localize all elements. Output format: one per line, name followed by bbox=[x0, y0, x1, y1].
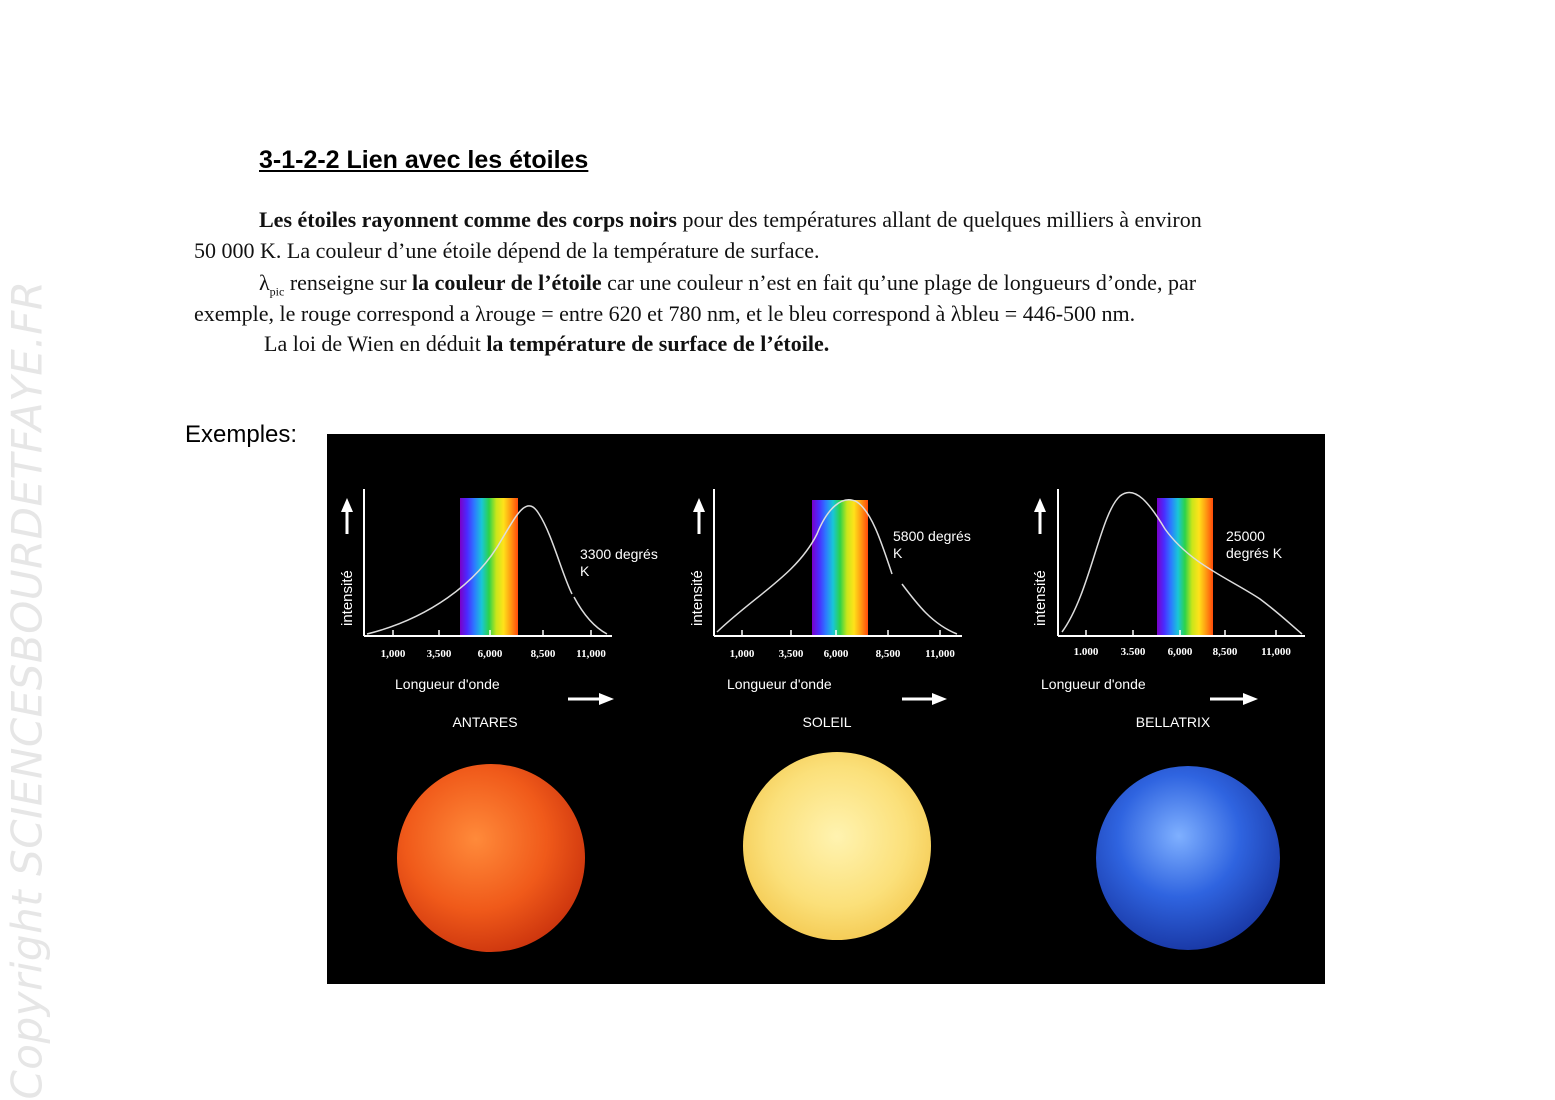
paragraph-3-bold: la température de surface de l’étoile. bbox=[486, 331, 830, 356]
tick-label: 11,000 bbox=[925, 648, 955, 660]
star-name-antares: ANTARES bbox=[452, 714, 518, 730]
planck-curve bbox=[1062, 492, 1302, 634]
paragraph-1-rest: pour des températures allant de quelques milliers à environ bbox=[676, 207, 1202, 232]
tick-label: 11,000 bbox=[1261, 646, 1291, 658]
lambda-symbol: λ bbox=[259, 270, 270, 295]
x-arrow-head bbox=[932, 693, 947, 705]
x-arrow-head bbox=[599, 693, 614, 705]
tick-label: 6,000 bbox=[823, 648, 849, 660]
y-axis-label: intensité bbox=[1032, 570, 1049, 626]
x-axis-label: Longueur d'onde bbox=[395, 676, 500, 692]
paragraph-2-part-2: car une couleur n’est en fait qu’une plage de longueurs d’onde, par bbox=[601, 270, 1197, 295]
paragraph-2-line-1 bbox=[259, 270, 1196, 299]
tick-label: 8,500 bbox=[1212, 646, 1238, 658]
tick-label: 6,000 bbox=[477, 648, 503, 660]
paragraph-1-line-1 bbox=[259, 207, 1202, 233]
lambda-subscript: pic bbox=[269, 284, 285, 299]
section-heading: 3-1-2-2 Lien avec les étoiles bbox=[259, 146, 589, 174]
planck-curve-tail bbox=[902, 584, 957, 634]
soleil-star-image bbox=[743, 752, 931, 940]
x-axis-label: Longueur d'onde bbox=[727, 676, 832, 692]
panel-soleil bbox=[677, 434, 1017, 984]
planck-curve bbox=[717, 500, 892, 632]
tick-label: 3,500 bbox=[426, 648, 452, 660]
paragraph-2-line-2: exemple, le rouge correspond a λrouge = entre 620 et 780 nm, et le bleu correspond à λbleu = 446-500 nm. bbox=[194, 301, 1136, 326]
watermark-text: Copyright SCIENCESBOURDETFAYE.FR bbox=[2, 280, 52, 1100]
tick-label: 8,500 bbox=[530, 648, 556, 660]
y-axis-label: intensité bbox=[339, 570, 356, 626]
tick-label: 8,500 bbox=[875, 648, 901, 660]
tick-label: 1.000 bbox=[1073, 646, 1099, 658]
antares-star-image bbox=[397, 764, 585, 952]
paragraph-1-line-2: 50 000 K. La couleur d’une étoile dépend de la température de surface. bbox=[194, 238, 820, 263]
paragraph-1-bold: Les étoiles rayonnent comme des corps noirs bbox=[259, 207, 677, 232]
temperature-label: 5800 degrés K bbox=[893, 528, 971, 561]
bellatrix-star-image bbox=[1096, 766, 1280, 950]
paragraph-3 bbox=[264, 331, 829, 357]
tick-label: 1,000 bbox=[380, 648, 406, 660]
x-arrow-head bbox=[1243, 693, 1258, 705]
y-arrow-head bbox=[693, 498, 705, 512]
tick-label: 3.500 bbox=[1120, 646, 1146, 658]
paragraph-2-bold: la couleur de l’étoile bbox=[412, 270, 602, 295]
paragraph-2-part-1: renseigne sur bbox=[284, 270, 413, 295]
planck-curve bbox=[367, 506, 572, 634]
star-spectra-figure bbox=[327, 434, 1325, 984]
tick-label: 3,500 bbox=[778, 648, 804, 660]
tick-label: 1,000 bbox=[729, 648, 755, 660]
paragraph-3-part-1: La loi de Wien en déduit bbox=[264, 331, 487, 356]
star-name-soleil: SOLEIL bbox=[802, 714, 852, 730]
examples-label: Exemples: bbox=[185, 421, 298, 448]
y-axis-label: intensité bbox=[689, 570, 706, 626]
star-name-bellatrix: BELLATRIX bbox=[1135, 714, 1211, 730]
planck-curve-tail bbox=[574, 597, 607, 634]
y-arrow-head bbox=[1034, 498, 1046, 512]
temperature-label: 3300 degrés K bbox=[580, 546, 658, 579]
tick-label: 6,000 bbox=[1167, 646, 1193, 658]
panel-antares bbox=[327, 434, 667, 984]
x-axis-label: Longueur d'onde bbox=[1041, 676, 1146, 692]
temperature-label: 25000 degrés K bbox=[1226, 528, 1283, 561]
y-arrow-head bbox=[341, 498, 353, 512]
panel-bellatrix bbox=[1020, 434, 1360, 984]
tick-label: 11,000 bbox=[576, 648, 606, 660]
